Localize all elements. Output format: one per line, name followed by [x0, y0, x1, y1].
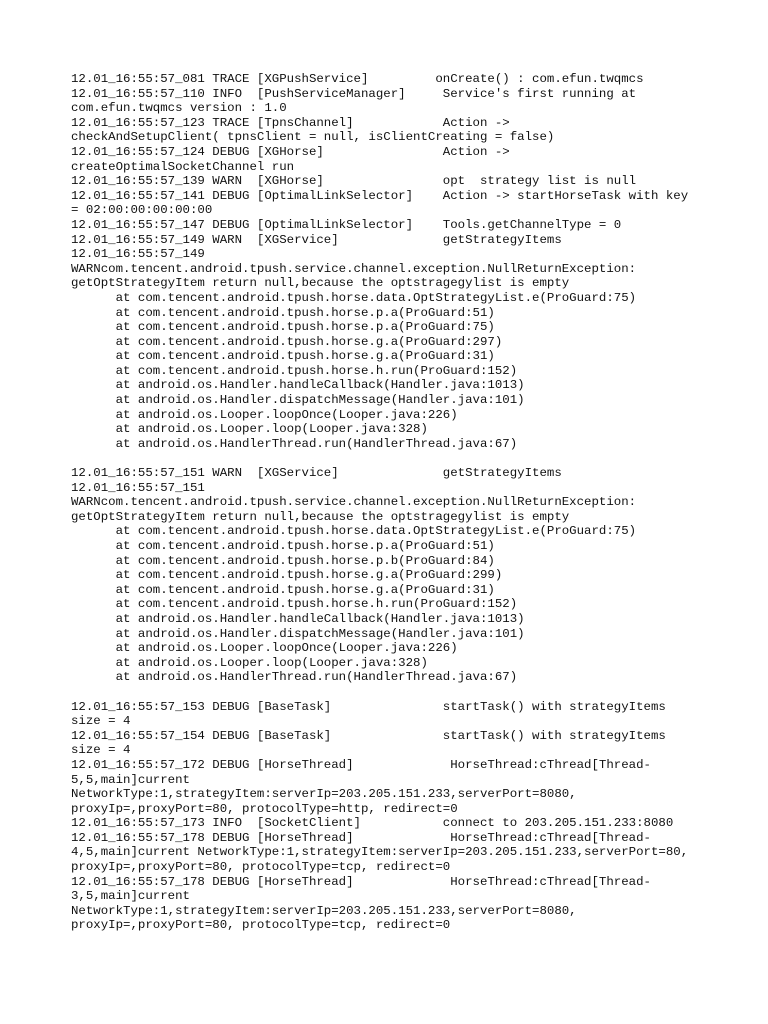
log-line: at com.tencent.android.tpush.horse.h.run(ProGuard:152) — [71, 597, 518, 612]
log-line: 12.01_16:55:57_141 DEBUG [OptimalLinkSelector] Action -> startHorseTask with key — [71, 188, 689, 203]
log-line: 12.01_16:55:57_154 DEBUG [BaseTask] startTask() with strategyItems — [71, 728, 666, 743]
log-line: at com.tencent.android.tpush.horse.g.a(ProGuard:299) — [71, 568, 503, 583]
log-line: 3,5,main]current — [71, 889, 190, 904]
log-line: 12.01_16:55:57_151 WARN [XGService] getStrategyItems — [71, 466, 562, 481]
log-line: proxyIp=,proxyPort=80, protocolType=tcp, redirect=0 — [71, 918, 451, 933]
log-line: at com.tencent.android.tpush.horse.p.a(ProGuard:51) — [71, 305, 495, 320]
log-line: at com.tencent.android.tpush.horse.p.a(ProGuard:75) — [71, 320, 495, 335]
log-line: at com.tencent.android.tpush.horse.g.a(ProGuard:31) — [71, 582, 495, 597]
log-line: 12.01_16:55:57_178 DEBUG [HorseThread] HorseThread:cThread[Thread- — [71, 830, 651, 845]
log-line: at com.tencent.android.tpush.horse.data.OptStrategyList.e(ProGuard:75) — [71, 524, 637, 539]
log-line: 5,5,main]current — [71, 772, 190, 787]
log-line: at android.os.Looper.loopOnce(Looper.java:226) — [71, 641, 458, 656]
log-line: at com.tencent.android.tpush.horse.p.a(ProGuard:51) — [71, 539, 495, 553]
log-line: at android.os.Looper.loopOnce(Looper.java:226) — [71, 407, 458, 422]
log-line: size = 4 — [71, 714, 131, 729]
log-line: size = 4 — [71, 743, 131, 758]
log-line: 12.01_16:55:57_149 WARN [XGService] getStrategyItems — [71, 232, 562, 247]
log-line: NetworkType:1,strategyItem:serverIp=203.205.151.233,serverPort=8080, — [71, 903, 577, 918]
log-line: 12.01_16:55:57_147 DEBUG [OptimalLinkSelector] Tools.getChannelType = 0 — [71, 217, 622, 232]
log-line: at android.os.HandlerThread.run(HandlerThread.java:67) — [71, 670, 518, 685]
log-line: at android.os.Handler.handleCallback(Handler.java:1013) — [71, 611, 525, 626]
log-body — [71, 72, 751, 933]
log-line: at android.os.HandlerThread.run(HandlerThread.java:67) — [71, 436, 518, 451]
blank-line — [71, 451, 751, 466]
log-line: 12.01_16:55:57_149 — [71, 247, 205, 262]
log-line: WARNcom.tencent.android.tpush.service.channel.exception.NullReturnException: — [71, 261, 637, 276]
log-line: at android.os.Handler.handleCallback(Handler.java:1013) — [71, 378, 525, 393]
log-line: proxyIp=,proxyPort=80, protocolType=tcp, redirect=0 — [71, 860, 451, 875]
log-line: at com.tencent.android.tpush.horse.g.a(ProGuard:297) — [71, 334, 503, 349]
log-line: getOptStrategyItem return null,because the optstragegylist is empty — [71, 509, 570, 524]
log-line: 12.01_16:55:57_153 DEBUG [BaseTask] startTask() with strategyItems — [71, 699, 666, 714]
log-line: at android.os.Handler.dispatchMessage(Handler.java:101) — [71, 626, 525, 641]
log-line: checkAndSetupClient( tpnsClient = null, isClientCreating = false) — [71, 130, 555, 145]
log-line: 12.01_16:55:57_139 WARN [XGHorse] opt strategy list is null — [71, 174, 637, 189]
log-line: at android.os.Handler.dispatchMessage(Handler.java:101) — [71, 393, 525, 408]
log-line: 12.01_16:55:57_172 DEBUG [HorseThread] HorseThread:cThread[Thread- — [71, 757, 651, 772]
log-line: at com.tencent.android.tpush.horse.g.a(ProGuard:31) — [71, 349, 495, 364]
log-line: at com.tencent.android.tpush.horse.data.OptStrategyList.e(ProGuard:75) — [71, 290, 637, 305]
log-line: 12.01_16:55:57_178 DEBUG [HorseThread] HorseThread:cThread[Thread- — [71, 874, 651, 889]
blank-line — [71, 685, 751, 700]
log-document — [71, 72, 751, 933]
log-line: 12.01_16:55:57_110 INFO [PushServiceManager] Service's first running at — [71, 86, 637, 101]
log-line: 12.01_16:55:57_123 TRACE [TpnsChannel] Action -> — [71, 115, 510, 130]
log-line: = 02:00:00:00:00:00 — [71, 203, 213, 218]
log-line: NetworkType:1,strategyItem:serverIp=203.205.151.233,serverPort=8080, — [71, 787, 577, 802]
log-line: 12.01_16:55:57_173 INFO [SocketClient] connect to 203.205.151.233:8080 — [71, 816, 674, 831]
log-line: at android.os.Looper.loop(Looper.java:328) — [71, 655, 428, 670]
log-line: createOptimalSocketChannel run — [71, 159, 295, 174]
log-line: at com.tencent.android.tpush.horse.p.b(ProGuard:84) — [71, 553, 495, 568]
log-line: proxyIp=,proxyPort=80, protocolType=http, redirect=0 — [71, 801, 458, 816]
log-line: WARNcom.tencent.android.tpush.service.channel.exception.NullReturnException: — [71, 495, 637, 510]
log-line: 12.01_16:55:57_124 DEBUG [XGHorse] Action -> — [71, 144, 510, 159]
log-line: com.efun.twqmcs version : 1.0 — [71, 101, 287, 116]
log-line: getOptStrategyItem return null,because the optstragegylist is empty — [71, 276, 570, 291]
log-line: at com.tencent.android.tpush.horse.h.run(ProGuard:152) — [71, 363, 518, 378]
log-line: at android.os.Looper.loop(Looper.java:328) — [71, 422, 428, 437]
log-line: 4,5,main]current NetworkType:1,strategyItem:serverIp=203.205.151.233,serverPort=80, — [71, 845, 689, 860]
log-line: 12.01_16:55:57_151 — [71, 480, 205, 495]
log-line: 12.01_16:55:57_081 TRACE [XGPushService] onCreate() : com.efun.twqmcs — [71, 72, 644, 86]
